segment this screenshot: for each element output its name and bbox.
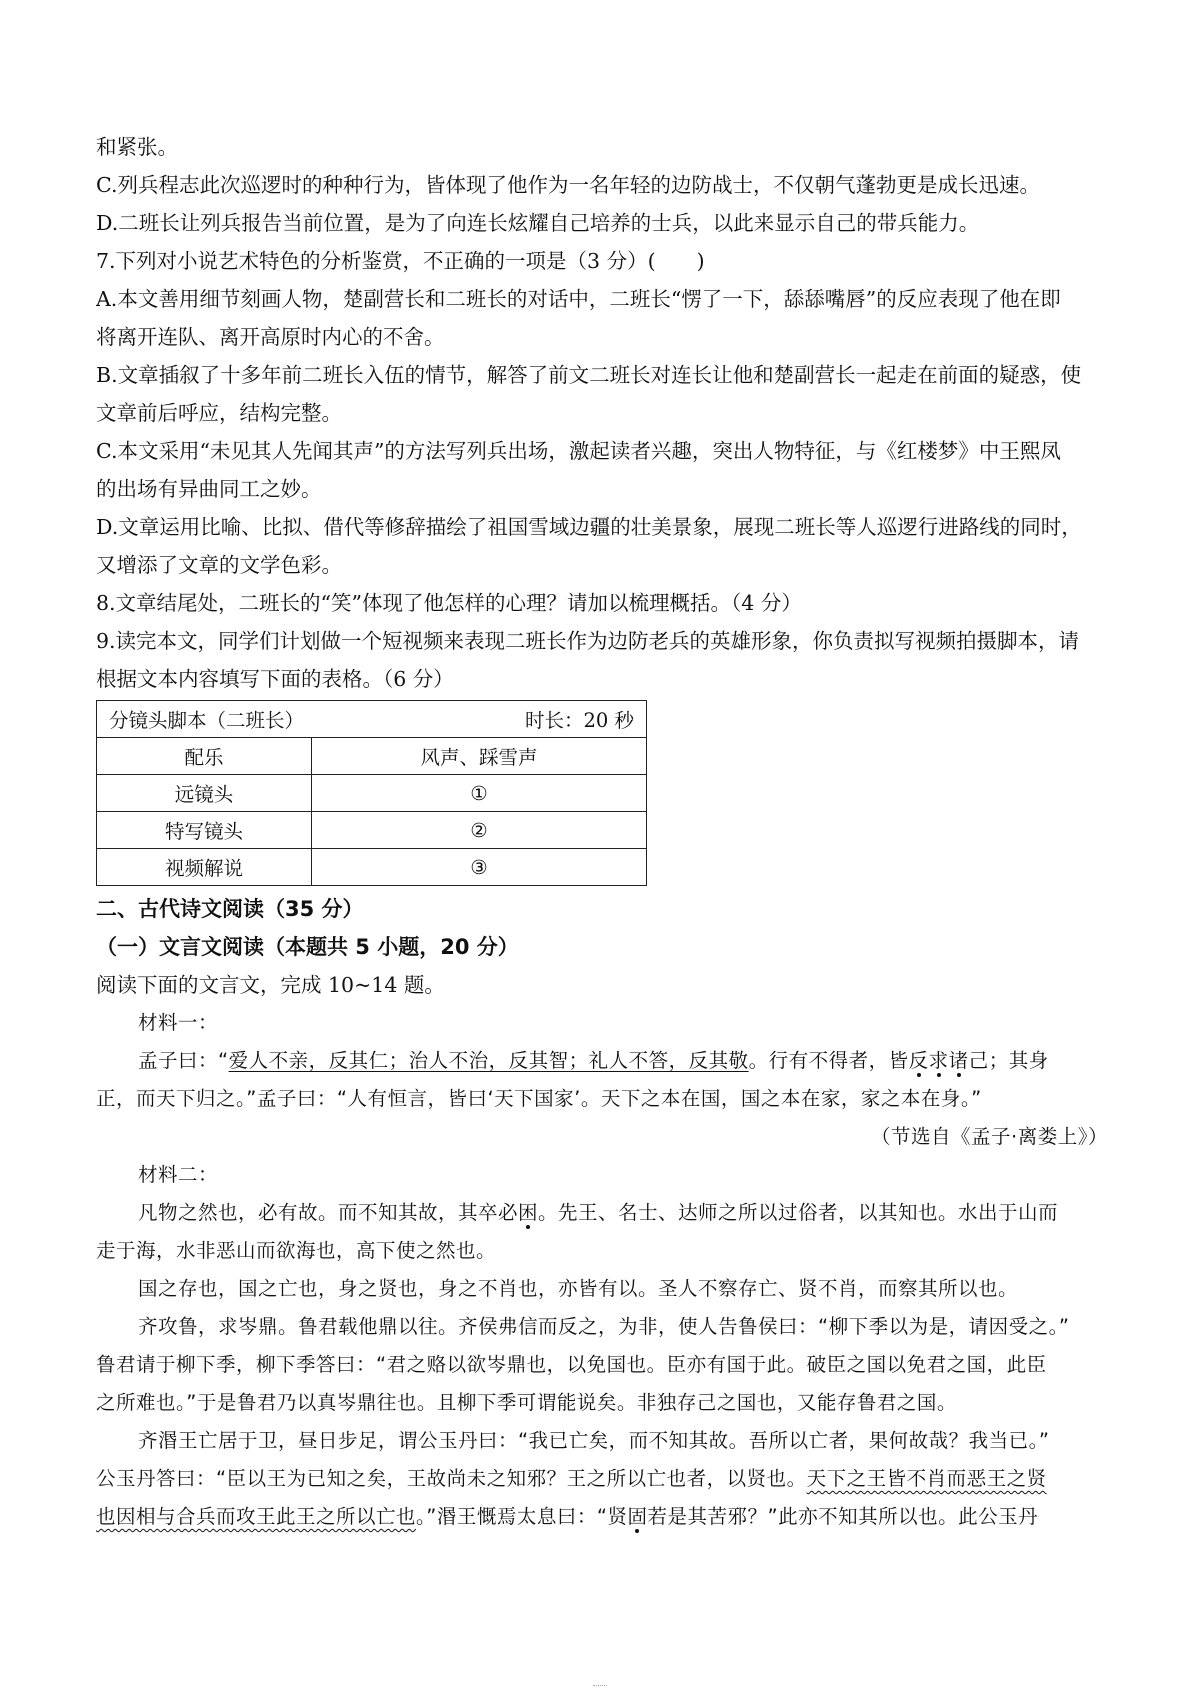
text-segment: 己；其身 [968, 1049, 1049, 1072]
dotted-char: 反 [908, 1049, 929, 1072]
instruction-line: 阅读下面的文言文，完成 10~14 题。 [96, 973, 445, 997]
row-value: ② [312, 812, 647, 849]
row-value: ③ [312, 849, 647, 886]
text-segment: 。先王、名士、达师之所以过俗者，以其知也。水出于山而 [538, 1201, 1059, 1224]
page-footer-mark [593, 1685, 607, 1688]
storyboard-table [96, 700, 647, 886]
option-b-line-cont: 文章前后呼应，结构完整。 [96, 401, 342, 425]
option-b-line: B.文章插叙了十多年前二班长入伍的情节，解答了前文二班长对连长让他和楚副营长一起走在前面的疑惑，使 [96, 363, 1082, 387]
table-title: 分镜头脚本（二班长） [109, 709, 305, 732]
option-a-line-cont: 将离开连队、离开高原时内心的不舍。 [96, 325, 445, 349]
option-d-line: D.二班长让列兵报告当前位置，是为了向连长炫耀自己培养的士兵，以此来显示自己的带兵能力。 [96, 211, 980, 235]
dotted-char: 诸 [948, 1049, 969, 1072]
question-9-cont: 根据文本内容填写下面的表格。（6 分） [96, 667, 454, 691]
option-d-line-cont: 又增添了文章的文学色彩。 [96, 553, 342, 577]
question-9: 9.读完本文，同学们计划做一个短视频来表现二班长作为边防老兵的英雄形象，你负责拟写视频拍摄脚本，请 [96, 629, 1080, 653]
text-segment: 。”湣王慨焉太息曰：“贤 [416, 1505, 628, 1528]
table-row [97, 775, 647, 812]
row-value: 风声、踩雪声 [312, 738, 647, 775]
text-segment: 公玉丹答曰：“臣以王为已知之矣，王故尚未之知邪？王之所以亡也者，以贤也。 [96, 1467, 807, 1490]
material-2-p3-line-2: 鲁君请于柳下季，柳下季答曰：“君之赂以欲岑鼎也，以免国也。臣亦有国于此。破臣之国以免君之国，此臣 [96, 1353, 1047, 1376]
option-d-line: D.文章运用比喻、比拟、借代等修辞描绘了祖国雪域边疆的壮美景象，展现二班长等人巡逻行进路线的同时， [96, 515, 1082, 539]
material-2-p4-line-2 [96, 1460, 1108, 1498]
table-row [97, 812, 647, 849]
material-2-label: 材料二： [138, 1163, 219, 1186]
text-segment: 若是其苦邪？”此亦不知其所以也。此公玉丹 [647, 1505, 1039, 1528]
material-1-label: 材料一： [138, 1011, 219, 1034]
option-a-line: A.本文善用细节刻画人物，楚副营长和二班长的对话中，二班长“愣了一下，舔舔嘴唇”的反应表现了他在即 [96, 287, 1061, 311]
exam-page [96, 128, 1108, 1536]
section-heading: 二、古代诗文阅读（35 分） [96, 897, 364, 921]
option-c-line: C.本文采用“未见其人先闻其声”的方法写列兵出场，激起读者兴趣，突出人物特征，与《红楼梦》中王熙凤 [96, 439, 1061, 463]
dotted-char: 求 [928, 1049, 949, 1072]
text-segment: 凡物之然也，必有故。而不知其故，其卒必 [138, 1201, 519, 1224]
material-2-p2: 国之存也，国之亡也，身之贤也，身之不肖也，亦皆有以。圣人不察存亡、贤不肖，而察其所以也。 [138, 1277, 1019, 1300]
underlined-text: 爱人不亲，反其仁；治人不治，反其智；礼人不答，反其敬 [228, 1049, 749, 1072]
text-segment: 孟子曰：“ [138, 1049, 229, 1072]
question-7: 7.下列对小说艺术特色的分析鉴赏，不正确的一项是（3 分）( ) [96, 249, 705, 273]
wavy-underlined-text: 天下之王皆不肖而恶王之贤 [806, 1467, 1047, 1490]
material-1-line-1 [96, 1042, 1108, 1080]
text-line: 和紧张。 [96, 135, 178, 159]
table-row [97, 738, 647, 775]
table-header-cell [97, 701, 647, 738]
material-2-p3-line-1: 齐攻鲁，求岑鼎。鲁君载他鼎以往。齐侯弗信而反之，为非，使人告鲁侯曰：“柳下季以为是，请因受之。” [138, 1315, 1070, 1338]
table-duration: 时长：20 秒 [524, 709, 634, 732]
row-value: ① [312, 775, 647, 812]
material-2-p1-line-1 [96, 1194, 1108, 1232]
material-1-line-2: 正，而天下归之。”孟子曰：“人有恒言，皆曰‘天下国家’。天下之本在国，国之本在家，家之本在身。” [96, 1087, 982, 1110]
table-row [97, 849, 647, 886]
dotted-char: 困 [518, 1201, 539, 1224]
row-label: 远镜头 [97, 775, 312, 812]
material-2-p1-line-2: 走于海，水非恶山而欲海也，高下使之然也。 [96, 1239, 497, 1262]
row-label: 配乐 [97, 738, 312, 775]
option-c-line: C.列兵程志此次巡逻时的种种行为，皆体现了他作为一名年轻的边防战士，不仅朝气蓬勃更是成长迅速。 [96, 173, 1040, 197]
dotted-char: 固 [627, 1505, 648, 1528]
material-2-p4-line-1: 齐湣王亡居于卫，昼日步足，谓公玉丹曰：“我已亡矣，而不知其故。吾所以亡者，果何故哉？我当已。” [138, 1429, 1050, 1452]
row-label: 特写镜头 [97, 812, 312, 849]
row-label: 视频解说 [97, 849, 312, 886]
material-1-source: （节选自《孟子·离娄上》） [871, 1125, 1108, 1148]
table-header-row [97, 701, 647, 738]
text-segment: 。行有不得者，皆 [748, 1049, 909, 1072]
question-lines [96, 128, 1108, 698]
question-8: 8.文章结尾处，二班长的“笑”体现了他怎样的心理？请加以梳理概括。（4 分） [96, 591, 802, 615]
wavy-underlined-text: 也因相与合兵而攻王此王之所以亡也 [96, 1505, 417, 1528]
material-2-p4-line-3 [96, 1498, 1108, 1536]
material-2-p3-line-3: 之所难也。”于是鲁君乃以真岑鼎往也。且柳下季可谓能说矣。非独存己之国也，又能存鲁君之国。 [96, 1391, 957, 1414]
sub-heading: （一）文言文阅读（本题共 5 小题，20 分） [96, 935, 519, 959]
option-c-line-cont: 的出场有异曲同工之妙。 [96, 477, 322, 501]
